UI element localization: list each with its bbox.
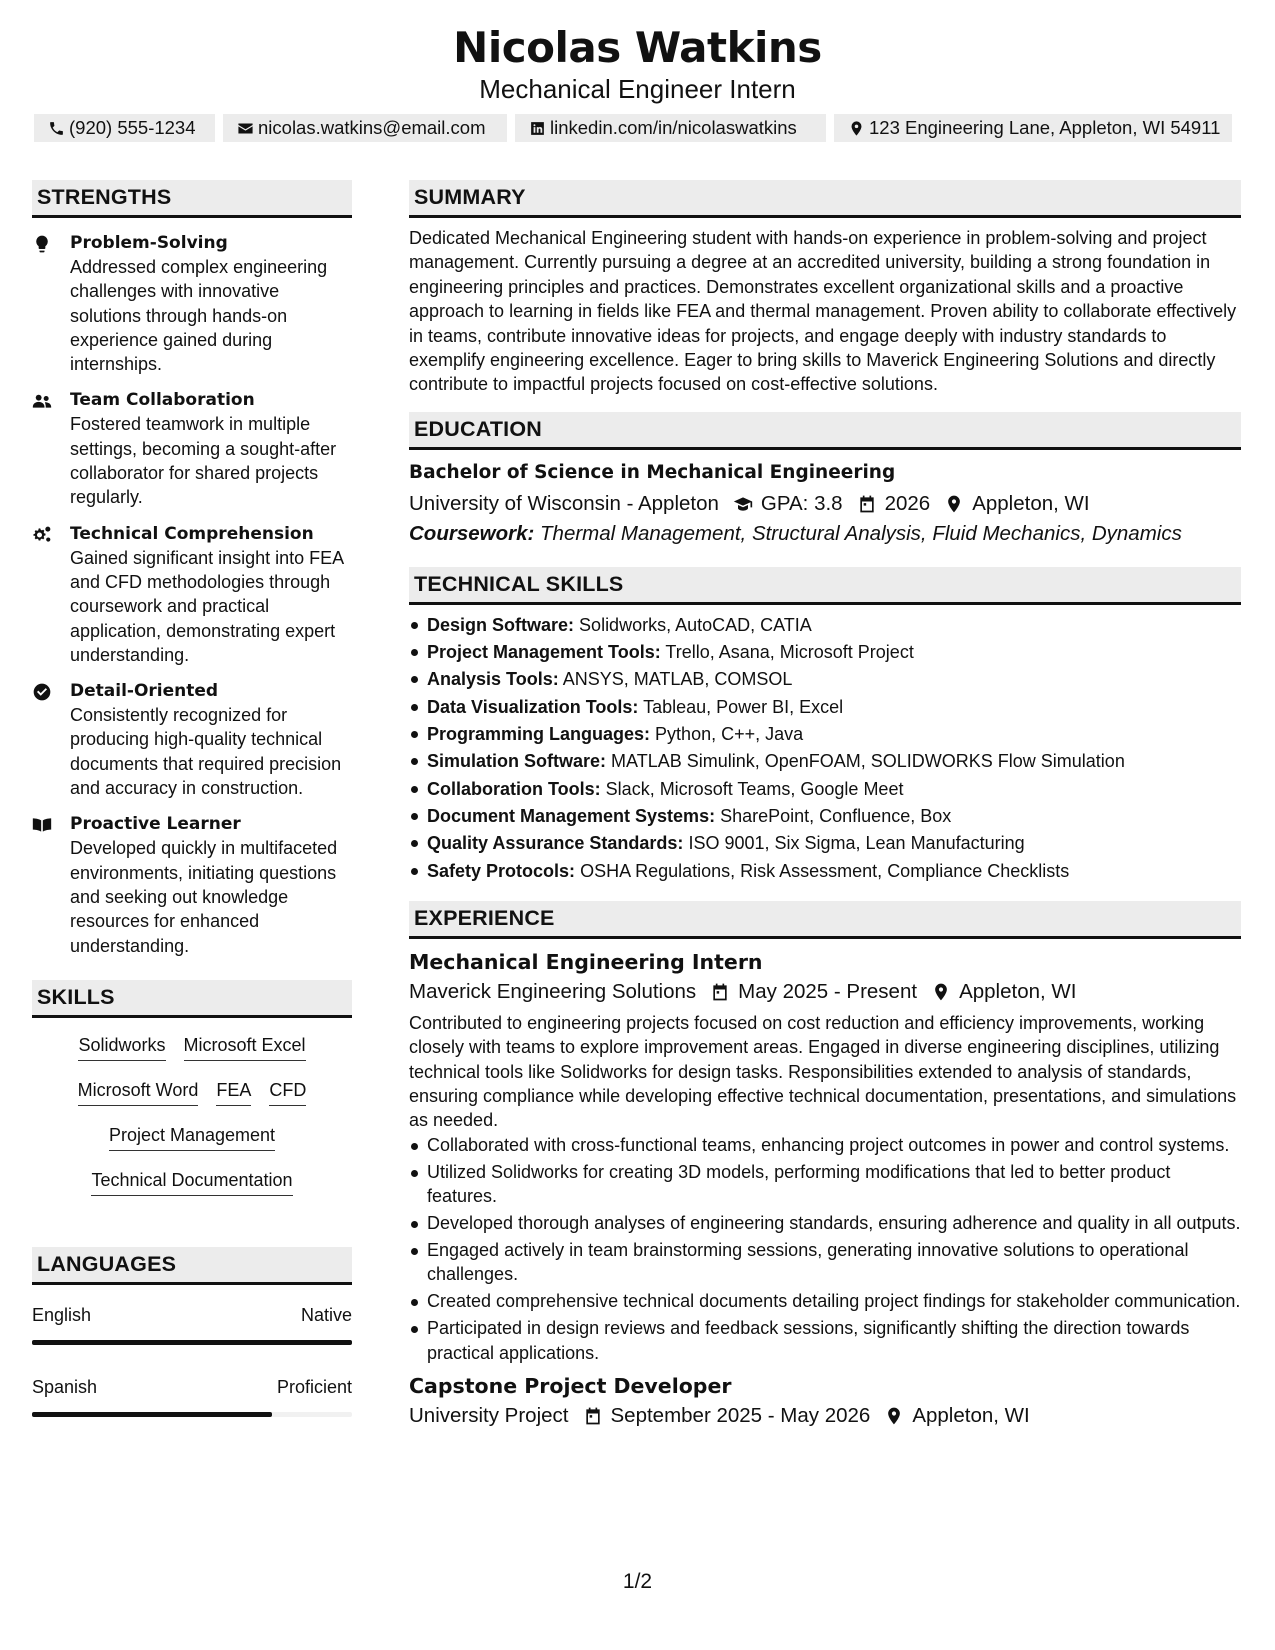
- calendar-icon: [857, 494, 877, 514]
- contact-email[interactable]: [223, 114, 507, 142]
- skill-values: ANSYS, MATLAB, COMSOL: [562, 669, 793, 690]
- contact-phone: [34, 114, 215, 142]
- contact-bar: [34, 114, 1240, 142]
- language-proficiency-fill: [32, 1340, 352, 1345]
- skill-category: Data Visualization Tools:: [427, 696, 639, 717]
- users-icon: [32, 391, 52, 411]
- strength-text: Addressed complex engineering challenges with innovative solutions through hands-on experience gained during internships.: [70, 257, 328, 375]
- skill-values: ISO 9001, Six Sigma, Lean Manufacturing: [688, 833, 1025, 854]
- contact-address: [834, 114, 1232, 142]
- skill-values: Tableau, Power BI, Excel: [643, 696, 844, 717]
- skill-category: Project Management Tools:: [427, 642, 661, 663]
- coursework-text: Thermal Management, Structural Analysis, Fluid Mechanics, Dynamics: [540, 521, 1182, 545]
- strength-text: Gained significant insight into FEA and CFD methodologies through coursework and practical application, demonstrating expert understanding.: [70, 547, 344, 665]
- strength-title: Problem-Solving: [70, 233, 228, 253]
- skill-values: SharePoint, Confluence, Box: [720, 805, 952, 826]
- list-item: Created comprehensive technical documents detailing project findings for stakeholder communication.: [409, 1289, 1241, 1313]
- skill-values: MATLAB Simulink, OpenFOAM, SOLIDWORKS Flow Simulation: [611, 751, 1125, 772]
- resume-header: [0, 22, 1275, 104]
- job-title: Mechanical Engineering Intern: [409, 949, 763, 974]
- skill-tag: FEA: [216, 1077, 251, 1106]
- left-column: [32, 180, 352, 1417]
- strength-item: [32, 812, 352, 957]
- list-item: [409, 830, 1241, 857]
- list-item: [409, 748, 1241, 775]
- contact-phone-text: (920) 555-1234: [69, 117, 196, 138]
- summary-text: Dedicated Mechanical Engineering student with hands-on experience in problem-solving and project management. Currently pursuing a degree at an accredited university, building a strong foundation in engineering principles and practices. Demonstrates excellent organizational skills and a proactive approach to learning in fields like FEA and thermal management. Proven ability to collaborate effectively in teams, contribute innovative ideas for projects, and engage deeply with industry standards to exemplify engineering excellence. Eager to bring skills to Maverick Engineering Solutions and directly contribute to impactful projects focused on cost-effective solutions.: [409, 228, 1237, 395]
- skill-values: OSHA Regulations, Risk Assessment, Compliance Checklists: [580, 860, 1070, 881]
- languages-list: [32, 1303, 352, 1417]
- skills-heading: SKILLS: [32, 980, 352, 1018]
- job-dates: September 2025 - May 2026: [610, 1404, 871, 1427]
- education-school: University of Wisconsin - Appleton: [409, 491, 719, 515]
- technical-skills-heading: TECHNICAL SKILLS: [409, 567, 1241, 605]
- candidate-name: Nicolas Watkins: [453, 23, 822, 72]
- job-bullets: [409, 1133, 1241, 1365]
- page-indicator: 1/2: [622, 1570, 653, 1593]
- strengths-heading: STRENGTHS: [32, 180, 352, 218]
- book-icon: [32, 815, 52, 835]
- skill-category: Safety Protocols:: [427, 860, 576, 881]
- strength-text: Developed quickly in multifaceted environments, initiating questions and seeking out knowledge resources for enhanced understanding.: [70, 838, 338, 956]
- language-proficiency-bar: [32, 1340, 352, 1345]
- skill-tag: Microsoft Excel: [184, 1032, 306, 1061]
- languages-heading: LANGUAGES: [32, 1247, 352, 1285]
- strength-item: [32, 679, 352, 800]
- skill-values: Trello, Asana, Microsoft Project: [665, 642, 914, 663]
- skills-tags: [32, 1032, 352, 1212]
- skill-category: Simulation Software:: [427, 751, 607, 772]
- calendar-icon: [710, 982, 730, 1002]
- job-company: University Project: [409, 1404, 569, 1427]
- education-heading: EDUCATION: [409, 412, 1241, 450]
- location-pin-icon: [931, 982, 951, 1002]
- linkedin-icon: [529, 120, 546, 137]
- calendar-icon: [583, 1406, 603, 1426]
- list-item: [409, 803, 1241, 830]
- language-item: [32, 1375, 352, 1417]
- contact-linkedin-text: linkedin.com/in/nicolaswatkins: [550, 117, 797, 138]
- skill-category: Quality Assurance Standards:: [427, 833, 684, 854]
- location-pin-icon: [848, 120, 865, 137]
- strength-title: Detail-Oriented: [70, 681, 219, 702]
- language-name: Spanish: [32, 1376, 98, 1397]
- skill-tag: Project Management: [109, 1122, 275, 1151]
- skill-category: Analysis Tools:: [427, 669, 559, 690]
- envelope-icon: [237, 120, 254, 137]
- list-item: Participated in design reviews and feedback sessions, significantly shifting the direction towards practical applications.: [409, 1316, 1241, 1365]
- skill-category: Document Management Systems:: [427, 805, 716, 826]
- gears-icon: [32, 525, 52, 545]
- experience-job: [409, 1371, 1241, 1431]
- graduation-cap-icon: [733, 494, 753, 514]
- education-location: Appleton, WI: [972, 491, 1090, 515]
- language-proficiency-bar: [32, 1412, 352, 1417]
- summary-heading: SUMMARY: [409, 180, 1241, 218]
- job-dates: May 2025 - Present: [738, 979, 918, 1003]
- job-company: Maverick Engineering Solutions: [409, 979, 697, 1003]
- lightbulb-icon: [32, 234, 52, 254]
- list-item: Collaborated with cross-functional teams, enhancing project outcomes in power and control systems.: [409, 1133, 1241, 1157]
- experience-heading: EXPERIENCE: [409, 901, 1241, 939]
- strength-title: Technical Comprehension: [70, 523, 314, 544]
- strength-text: Consistently recognized for producing high-quality technical documents that required precision and accuracy in construction.: [70, 705, 342, 799]
- check-circle-icon: [32, 682, 52, 702]
- list-item: [409, 721, 1241, 748]
- education-degree: Bachelor of Science in Mechanical Engineering: [409, 461, 896, 483]
- strength-title: Team Collaboration: [70, 390, 255, 411]
- skill-tag: Microsoft Word: [78, 1077, 199, 1106]
- job-description: Contributed to engineering projects focused on cost reduction and efficiency improvements, working closely with teams to explore improvement areas. Engaged in diverse engineering disciplines, utilizing technical tools like Solidworks for design tasks. Responsibilities extended to analysis of standards, ensuring compliance while developing effective technical documentation, presentations, and simulations as needed.: [409, 1012, 1237, 1131]
- coursework-label: Coursework:: [409, 521, 535, 545]
- skill-values: Python, C++, Java: [655, 724, 804, 745]
- location-pin-icon: [884, 1406, 904, 1426]
- contact-email-text: nicolas.watkins@email.com: [258, 117, 486, 138]
- list-item: [409, 858, 1241, 885]
- language-level: Proficient: [276, 1376, 352, 1397]
- job-meta: [409, 977, 1241, 1007]
- list-item: Utilized Solidworks for creating 3D models, performing modifications that led to better product features.: [409, 1160, 1241, 1209]
- list-item: [409, 612, 1241, 639]
- skill-values: Solidworks, AutoCAD, CATIA: [579, 614, 812, 635]
- skill-tag: Solidworks: [78, 1032, 165, 1061]
- skill-category: Collaboration Tools:: [427, 778, 601, 799]
- strengths-list: [32, 231, 352, 958]
- strength-item: [32, 522, 352, 667]
- list-item: Developed thorough analyses of engineering standards, ensuring adherence and quality in all outputs.: [409, 1211, 1241, 1235]
- education-meta: [409, 489, 1241, 519]
- job-location: Appleton, WI: [912, 1404, 1030, 1427]
- experience-job: [409, 947, 1241, 1365]
- technical-skills-list: [409, 612, 1241, 885]
- strength-item: [32, 231, 352, 376]
- job-meta: [409, 1401, 1241, 1431]
- skill-category: Design Software:: [427, 614, 575, 635]
- skill-category: Programming Languages:: [427, 724, 651, 745]
- skill-tag: Technical Documentation: [91, 1167, 292, 1196]
- skill-values: Slack, Microsoft Teams, Google Meet: [605, 778, 904, 799]
- list-item: [409, 694, 1241, 721]
- job-title: Capstone Project Developer: [409, 1374, 732, 1398]
- language-item: [32, 1303, 352, 1345]
- education-coursework: [409, 519, 1241, 549]
- language-name: English: [32, 1304, 92, 1325]
- right-column: [409, 180, 1241, 1431]
- contact-linkedin[interactable]: [515, 114, 826, 142]
- education-gpa: GPA: 3.8: [760, 491, 843, 515]
- education-year: 2026: [884, 491, 931, 515]
- location-pin-icon: [944, 494, 964, 514]
- contact-address-text: 123 Engineering Lane, Appleton, WI 54911: [869, 117, 1221, 138]
- language-proficiency-fill: [32, 1412, 272, 1417]
- skill-tag: CFD: [269, 1077, 306, 1106]
- strength-title: Proactive Learner: [70, 814, 241, 835]
- candidate-title: Mechanical Engineer Intern: [479, 74, 796, 104]
- language-level: Native: [300, 1304, 352, 1325]
- strength-text: Fostered teamwork in multiple settings, becoming a sought-after collaborator for shared projects regularly.: [70, 414, 337, 508]
- list-item: [409, 666, 1241, 693]
- phone-icon: [48, 120, 65, 137]
- list-item: [409, 639, 1241, 666]
- list-item: Engaged actively in team brainstorming sessions, generating innovative solutions to operational challenges.: [409, 1238, 1241, 1287]
- strength-item: [32, 388, 352, 509]
- job-location: Appleton, WI: [959, 979, 1077, 1003]
- list-item: [409, 776, 1241, 803]
